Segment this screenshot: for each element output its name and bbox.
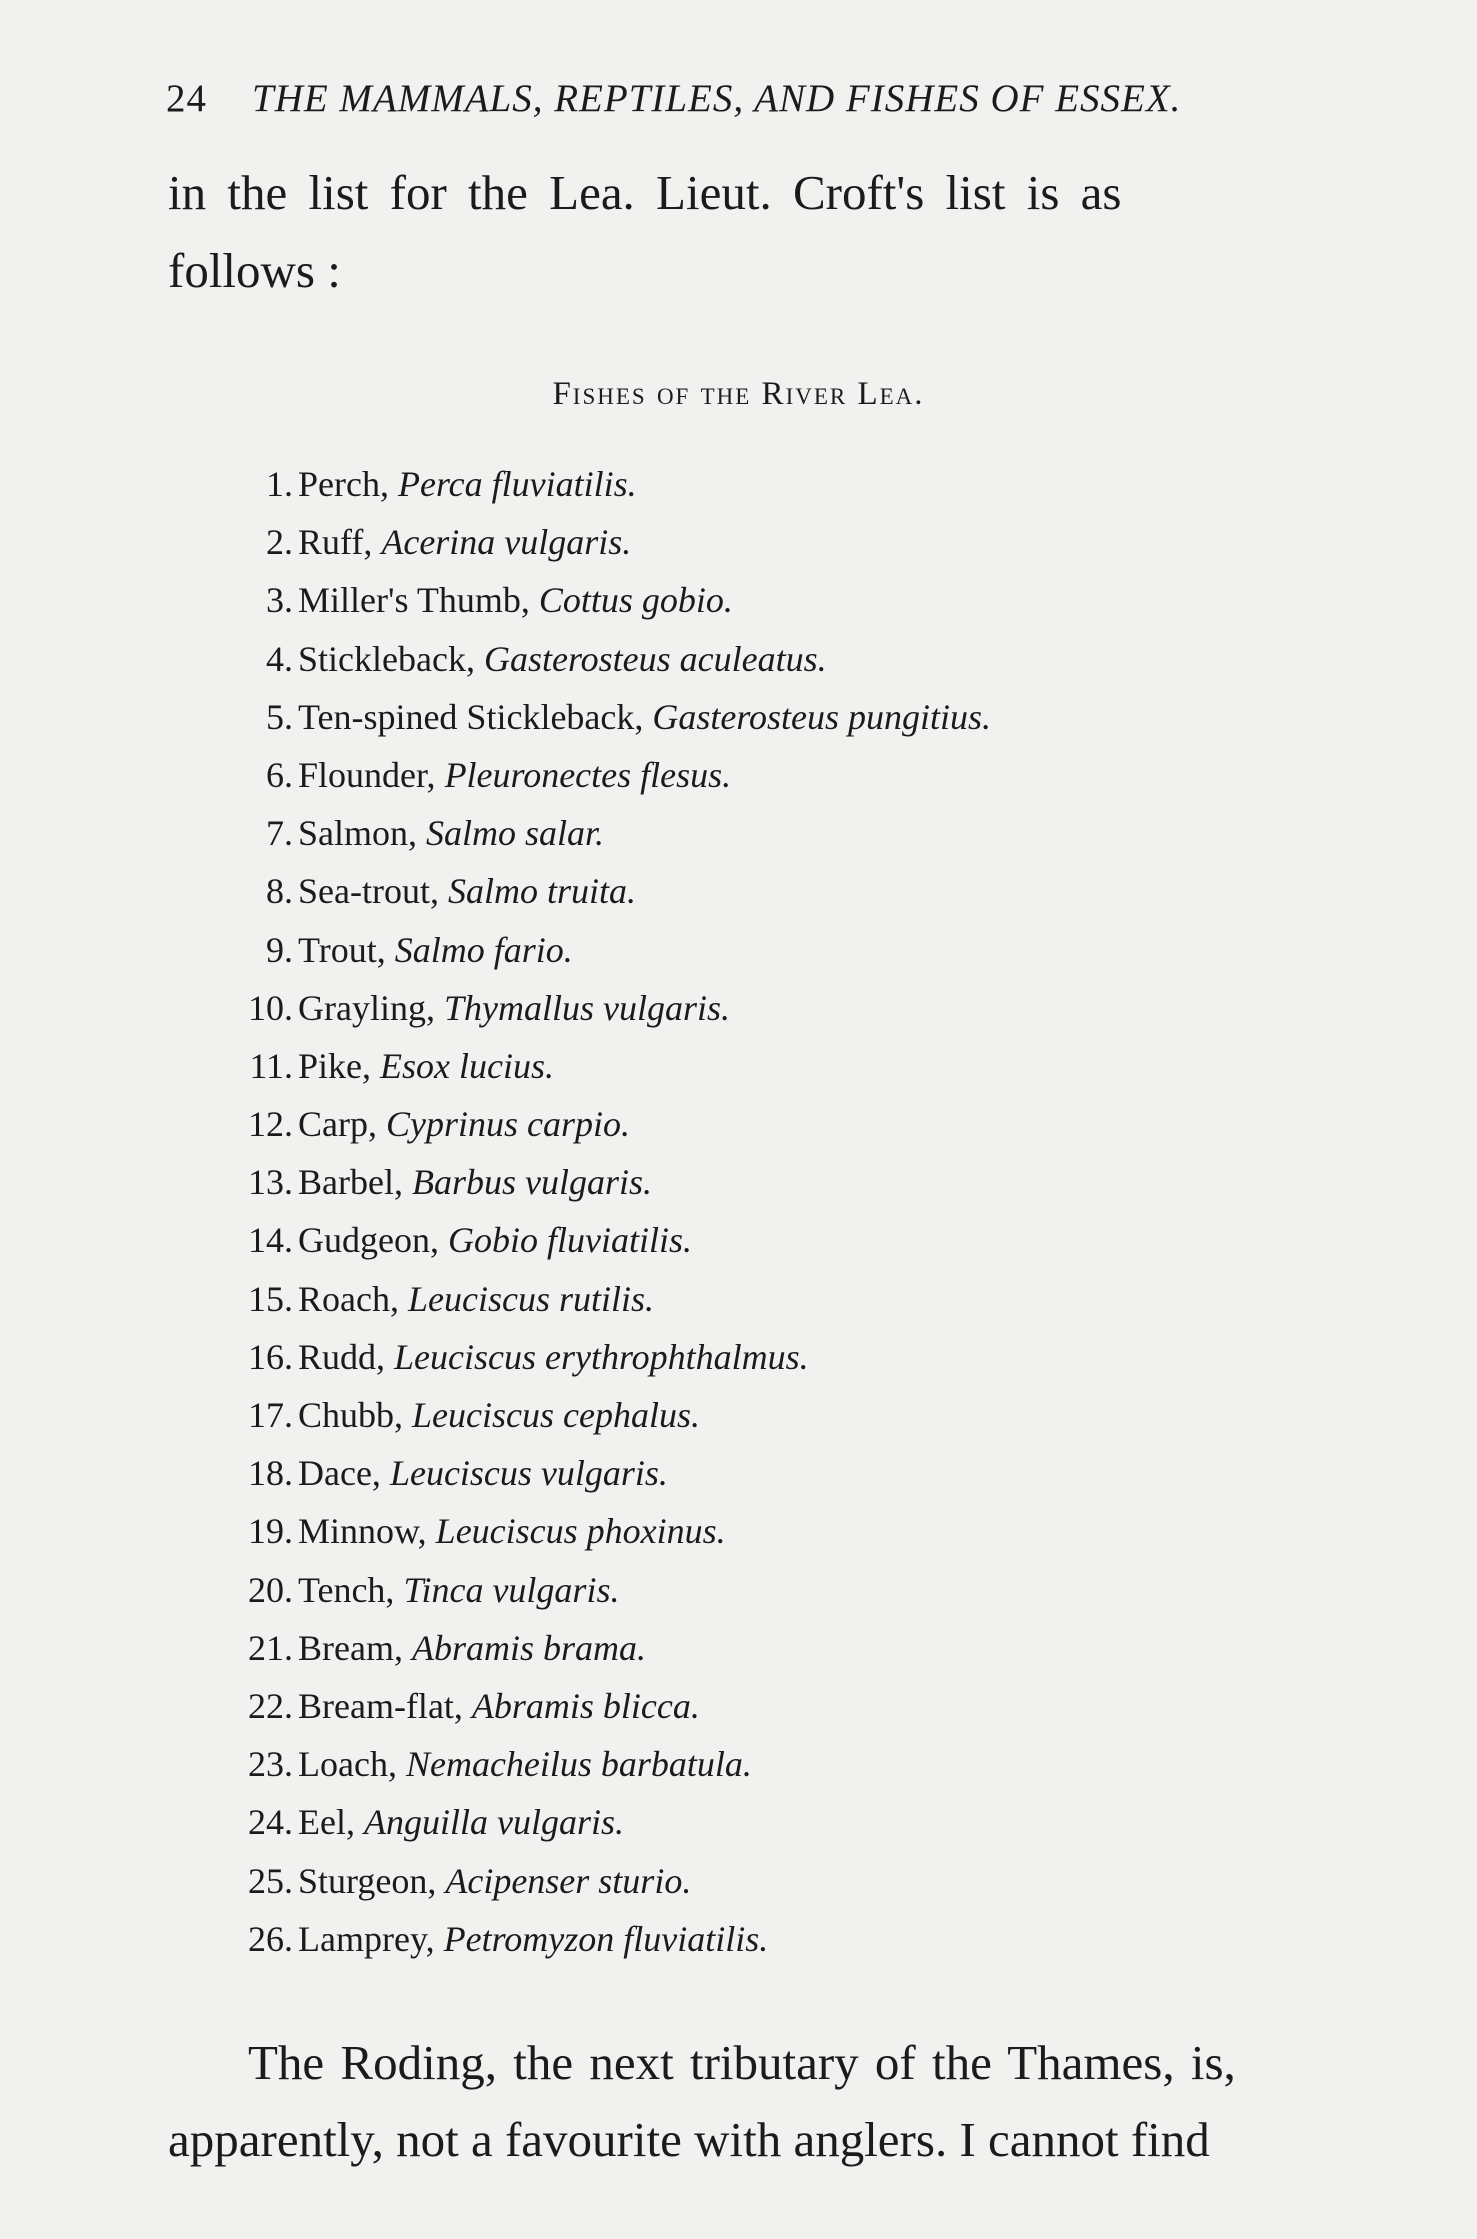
fish-common-name: Rudd, — [298, 1336, 386, 1377]
fish-number: 23. — [248, 1744, 293, 1785]
fish-common-name: Bream, — [298, 1627, 403, 1668]
fish-number: 20. — [248, 1569, 293, 1610]
fish-entry — [298, 638, 827, 680]
fish-number: 6. — [266, 754, 293, 795]
fish-latin-name: Abramis blicca. — [471, 1685, 700, 1726]
fish-entry — [298, 1918, 768, 1960]
list-item — [0, 1219, 1477, 1277]
fish-number: 14. — [248, 1220, 293, 1261]
fish-number: 16. — [248, 1336, 293, 1377]
fish-common-name: Carp, — [298, 1104, 377, 1145]
fish-latin-name: Cottus gobio. — [538, 580, 733, 621]
fish-entry — [298, 1278, 654, 1320]
fish-number: 11. — [249, 1045, 293, 1086]
fish-number: 10. — [248, 987, 293, 1028]
fish-latin-name: Perca fluviatilis. — [397, 464, 637, 504]
page-number: 24 — [166, 77, 207, 120]
fish-entry — [298, 1743, 752, 1785]
list-item — [0, 579, 1477, 637]
fish-common-name: Chubb, — [298, 1395, 404, 1435]
fish-common-name: Loach, — [298, 1744, 397, 1785]
fish-common-name: Trout, — [298, 929, 386, 970]
fish-entry — [298, 1161, 652, 1203]
fish-number: 26. — [248, 1918, 293, 1959]
fish-number: 2. — [266, 522, 293, 563]
fish-entry — [298, 812, 604, 854]
list-item — [0, 754, 1477, 812]
fish-common-name: Dace, — [298, 1453, 381, 1494]
fish-latin-name: Anguilla vulgaris. — [363, 1802, 624, 1843]
fish-latin-name: Salmo salar. — [426, 813, 605, 854]
fish-latin-name: Acerina vulgaris. — [381, 522, 632, 563]
fish-common-name: Sturgeon, — [298, 1860, 437, 1901]
fish-entry — [298, 1336, 809, 1378]
fish-common-name: Stickleback, — [298, 638, 475, 679]
fish-common-name: Barbel, — [298, 1162, 403, 1203]
list-item — [0, 870, 1477, 928]
fish-common-name: Lamprey, — [298, 1918, 435, 1959]
fish-entry — [298, 1394, 700, 1436]
fish-entry — [298, 1219, 692, 1261]
fish-common-name: Eel, — [298, 1802, 355, 1843]
fish-list — [0, 463, 1477, 1976]
fish-entry — [298, 463, 637, 505]
running-title: THE MAMMALS, REPTILES, AND FISHES OF ESSEX. — [252, 77, 1182, 120]
fish-common-name: Minnow, — [298, 1511, 427, 1552]
closing-line-1: The Roding, the next tributary of the Thames, is, — [248, 2035, 1236, 2090]
fish-latin-name: Leuciscus erythrophthalmus. — [394, 1336, 809, 1377]
fish-common-name: Pike, — [298, 1045, 372, 1086]
fish-common-name: Ten-spined Stickleback, — [298, 696, 644, 737]
list-item — [0, 1452, 1477, 1510]
fish-latin-name: Pleuronectes flesus. — [444, 754, 732, 795]
list-item — [0, 1278, 1477, 1336]
fish-entry — [298, 754, 731, 796]
fish-latin-name: Petromyzon fluviatilis. — [443, 1918, 769, 1959]
fish-number: 4. — [266, 638, 293, 679]
list-item — [0, 1743, 1477, 1801]
list-item — [0, 929, 1477, 987]
fish-number: 21. — [248, 1627, 293, 1668]
fish-common-name: Grayling, — [298, 987, 435, 1028]
fish-number: 22. — [248, 1685, 293, 1726]
fish-entry — [298, 929, 573, 971]
intro-line-1: in the list for the Lea. Lieut. Croft's list is as — [168, 165, 1122, 220]
fish-number: 25. — [248, 1860, 293, 1901]
fish-number: 1. — [266, 464, 293, 504]
list-item — [0, 1103, 1477, 1161]
fish-number: 9. — [266, 929, 293, 970]
fish-common-name: Roach, — [298, 1278, 399, 1319]
fish-common-name: Sea-trout, — [298, 871, 439, 912]
fish-latin-name: Acipenser sturio. — [445, 1860, 692, 1901]
list-item — [0, 1510, 1477, 1568]
fish-latin-name: Leuciscus rutilis. — [407, 1278, 654, 1319]
fish-number: 17. — [248, 1395, 293, 1435]
list-item — [0, 812, 1477, 870]
fish-number: 7. — [266, 813, 293, 854]
fish-common-name: Bream-flat, — [298, 1685, 463, 1726]
fish-common-name: Miller's Thumb, — [298, 580, 530, 621]
list-item — [0, 1801, 1477, 1859]
fish-common-name: Tench, — [298, 1569, 395, 1610]
fish-entry — [298, 987, 730, 1029]
fish-latin-name: Salmo fario. — [394, 929, 573, 970]
fish-common-name: Flounder, — [298, 754, 436, 795]
list-item — [0, 1336, 1477, 1394]
fish-latin-name: Gobio fluviatilis. — [447, 1220, 692, 1261]
fish-entry — [298, 1045, 554, 1087]
fish-latin-name: Leuciscus vulgaris. — [389, 1453, 668, 1494]
list-title: Fishes of the River Lea. — [552, 376, 925, 412]
fish-latin-name: Tinca vulgaris. — [403, 1569, 620, 1610]
fish-entry — [298, 1685, 700, 1727]
fish-common-name: Perch, — [298, 464, 389, 504]
fish-number: 3. — [266, 580, 293, 621]
list-item — [0, 521, 1477, 579]
list-item — [0, 638, 1477, 696]
fish-latin-name: Leuciscus cephalus. — [412, 1395, 700, 1435]
fish-latin-name: Barbus vulgaris. — [411, 1162, 652, 1203]
fish-entry — [298, 1510, 726, 1552]
list-item — [0, 696, 1477, 754]
fish-number: 5. — [266, 696, 293, 737]
list-item — [0, 1394, 1477, 1452]
fish-common-name: Gudgeon, — [298, 1220, 439, 1261]
fish-entry — [298, 1569, 619, 1611]
fish-latin-name: Nemacheilus barbatula. — [405, 1744, 752, 1785]
fish-entry — [298, 1801, 624, 1843]
fish-latin-name: Gasterosteus pungitius. — [652, 696, 992, 737]
fish-entry — [298, 1627, 646, 1669]
fish-entry — [298, 1860, 691, 1902]
fish-number: 8. — [266, 871, 293, 912]
running-head — [166, 76, 1256, 124]
fish-number: 24. — [248, 1802, 293, 1843]
fish-common-name: Ruff, — [298, 522, 373, 563]
fish-latin-name: Cyprinus carpio. — [385, 1104, 630, 1145]
fish-entry — [298, 521, 631, 563]
list-item — [0, 1627, 1477, 1685]
fish-entry — [298, 1103, 630, 1145]
fish-latin-name: Thymallus vulgaris. — [443, 987, 730, 1028]
list-item — [0, 463, 1477, 521]
fish-latin-name: Esox lucius. — [380, 1045, 554, 1086]
list-item — [0, 1045, 1477, 1103]
list-item — [0, 987, 1477, 1045]
fish-entry — [298, 870, 636, 912]
list-item — [0, 1161, 1477, 1219]
closing-line-2: apparently, not a favourite with anglers. I cannot find — [168, 2112, 1210, 2167]
fish-latin-name: Abramis brama. — [411, 1627, 646, 1668]
fish-entry — [298, 579, 733, 621]
fish-number: 19. — [248, 1511, 293, 1552]
fish-entry — [298, 1452, 668, 1494]
list-item — [0, 1918, 1477, 1976]
fish-common-name: Salmon, — [298, 813, 418, 854]
fish-number: 15. — [248, 1278, 293, 1319]
list-item — [0, 1685, 1477, 1743]
intro-line-2: follows : — [168, 243, 341, 298]
list-item — [0, 1569, 1477, 1627]
fish-latin-name: Leuciscus phoxinus. — [435, 1511, 726, 1552]
fish-number: 12. — [248, 1104, 293, 1145]
fish-entry — [298, 696, 991, 738]
list-item — [0, 1860, 1477, 1918]
fish-number: 18. — [248, 1453, 293, 1494]
fish-number: 13. — [248, 1162, 293, 1203]
fish-latin-name: Salmo truita. — [447, 871, 636, 912]
fish-latin-name: Gasterosteus aculeatus. — [483, 638, 827, 679]
